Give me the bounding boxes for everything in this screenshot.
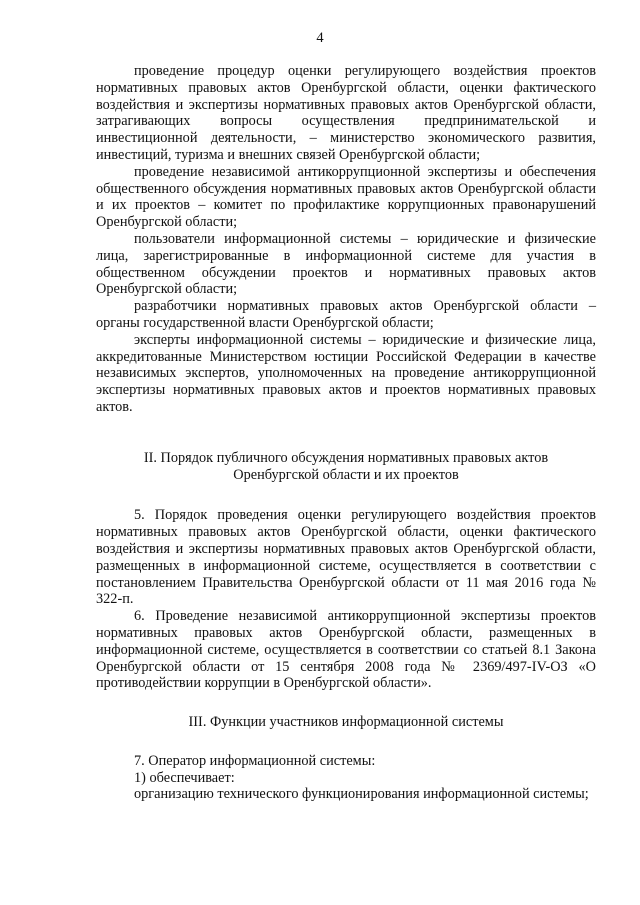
paragraph-anticorruption-committee: проведение независимой антикоррупционной экспертизы и обеспечения общественного обсуждения нормативных правовых актов Оренбургской области и их проектов – комитет по профилактике коррупционных правонарушений Оренбургской области; xyxy=(96,163,596,231)
spacer xyxy=(96,692,596,714)
section-heading-iii: III. Функции участников информационной системы xyxy=(188,714,504,731)
spacer xyxy=(96,483,596,507)
paragraph-technical-operation: организацию технического функционирования информационной системы; xyxy=(134,786,589,803)
paragraph-regulatory-impact: проведение процедур оценки регулирующего воздействия проектов нормативных правовых актов Оренбургской области, оценки фактического воздействия и экспертизы нормативных правовых актов Оренбургской области, затрагивающих вопросы осуществления предпринимательской и инвестиционной деятельности, – министерство экономического развития, инвестиций, туризма и внешних связей Оренбургской области; xyxy=(96,63,596,163)
page-number: 4 xyxy=(316,30,324,46)
paragraph-item-5: 5. Порядок проведения оценки регулирующего воздействия проектов нормативных правовых актов Оренбургской области, оценки фактического воздействия и экспертизы нормативных правовых актов Оренбургской области, размещенных в информационной системе, осуществляется в соответствии с постановлением Правительства Оренбургской области от 11 мая 2016 года № 322-п. xyxy=(96,507,596,608)
spacer xyxy=(96,731,596,753)
section-heading-ii-line2: Оренбургской области и их проектов xyxy=(233,466,459,483)
paragraph-subitem-1: 1) обеспечивает: xyxy=(134,769,235,786)
paragraph-act-developers: разработчики нормативных правовых актов Оренбургской области – органы государственной власти Оренбургской области; xyxy=(96,298,596,331)
paragraph-item-6: 6. Проведение независимой антикоррупционной экспертизы проектов нормативных правовых актов Оренбургской области, размещенных в информационной системе, осуществляется в соответствии со статьей 8.1 Закона Оренбургской области от 15 сентября 2008 года № 2369/497-IV-ОЗ «О противодействии коррупции в Оренбургской области». xyxy=(96,608,596,692)
spacer xyxy=(96,416,596,450)
section-heading-ii-line1: II. Порядок публичного обсуждения нормативных правовых актов xyxy=(143,449,549,466)
document-body xyxy=(96,63,596,803)
paragraph-system-users: пользователи информационной системы – юридические и физические лица, зарегистрированные в информационной системе для участия в общественном обсуждении проектов и нормативных правовых актов Оренбургской области; xyxy=(96,230,596,298)
paragraph-item-7: 7. Оператор информационной системы: xyxy=(134,752,376,769)
paragraph-system-experts: эксперты информационной системы – юридические и физические лица, аккредитованные Министерством юстиции Российской Федерации в качестве независимых экспертов, уполномоченных на проведение антикоррупционной экспертизы нормативных правовых актов и проектов нормативных правовых актов. xyxy=(96,331,596,415)
